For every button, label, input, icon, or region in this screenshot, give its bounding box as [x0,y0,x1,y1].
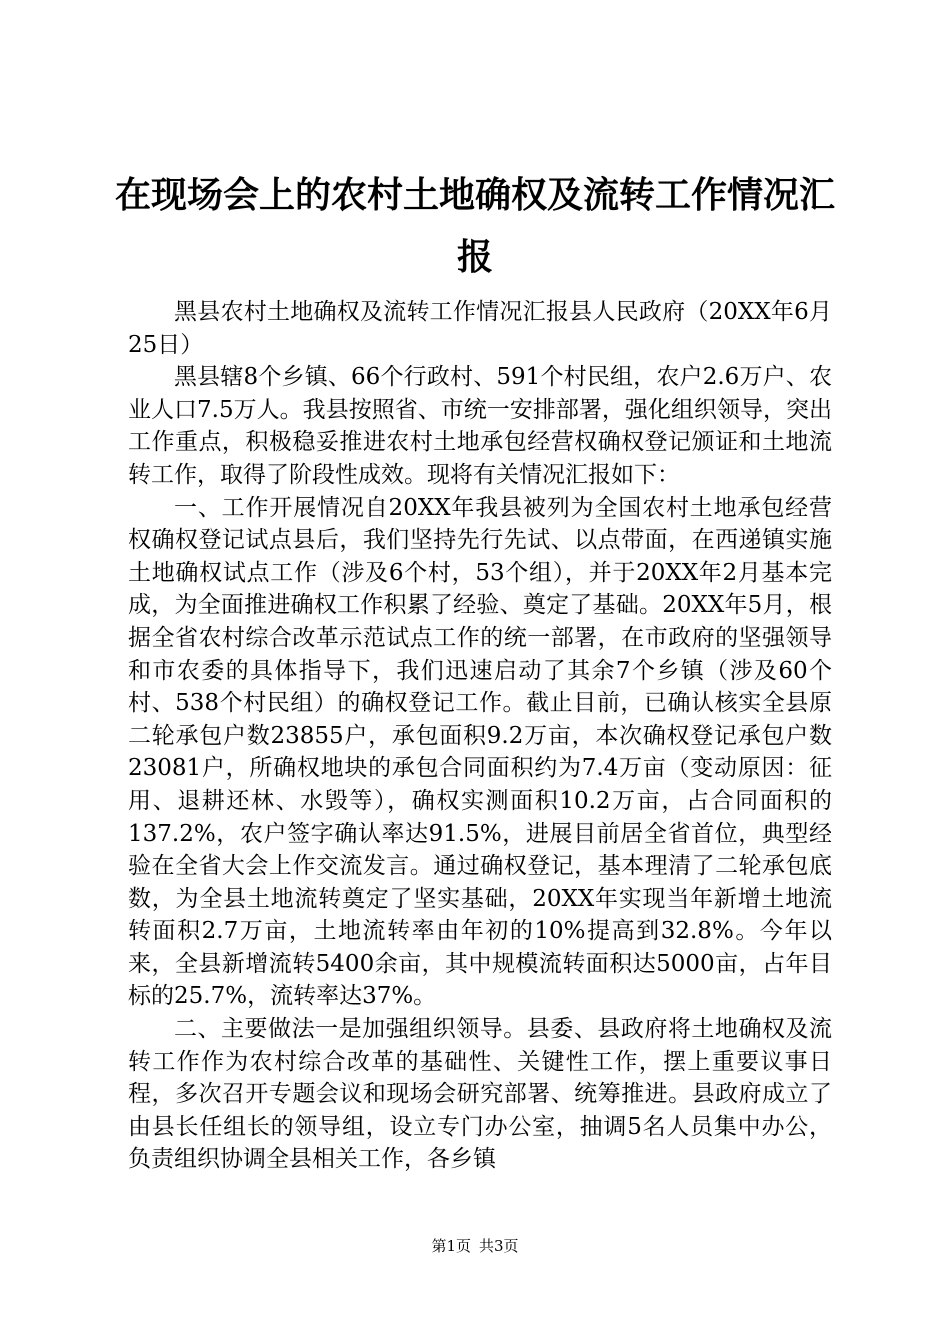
document-title: 在现场会上的农村土地确权及流转工作情况汇报 [114,174,835,278]
paragraph-work-progress: 一、工作开展情况自20XX年我县被列为全国农村土地承包经营权确权登记试点县后，我们坚持先行先试、以点带面，在西递镇实施土地确权试点工作（涉及6个村，53个组），并于20XX年2月基本完成，为全面推进确权工作积累了经验、奠定了基础。20XX年5月，根据全省农村综合改革示范试点工作的统一部署，在市政府的坚强领导和市农委的具体指导下，我们迅速启动了其余7个乡镇（涉及60个村、538个村民组）的确权登记工作。截止目前，已确认核实全县原二轮承包户数23855户，承包面积9.2万亩，本次确权登记承包户数23081户，所确权地块的承包合同面积约为7.4万亩（变动原因：征用、退耕还林、水毁等），确权实测面积10.2万亩，占合同面积的137.2%，农户签字确认率达91.5%，进展目前居全省首位，典型经验在全省大会上作交流发言。通过确权登记，基本理清了二轮承包底数，为全县土地流转奠定了坚实基础，20XX年实现当年新增土地流转面积2.7万亩，土地流转率由年初的10%提高到32.8%。今年以来，全县新增流转5400余亩，其中规模流转面积达5000亩，占年目标的25.7%，流转率达37%。 [128,494,832,1010]
page-footer [0,1236,950,1256]
document-body [128,296,832,1176]
page-number: 第1页 [431,1237,471,1255]
page-total: 共3页 [479,1237,519,1255]
paragraph-overview: 黑县辖8个乡镇、66个行政村、591个村民组，农户2.6万户、农业人口7.5万人。我县按照省、市统一安排部署，强化组织领导，突出工作重点，积极稳妥推进农村土地承包经营权确权登记颁证和土地流转工作，取得了阶段性成效。现将有关情况汇报如下： [128,364,832,488]
paragraph-intro: 黑县农村土地确权及流转工作情况汇报县人民政府（20XX年6月25日） [128,299,832,358]
paragraph-main-practices: 二、主要做法一是加强组织领导。县委、县政府将土地确权及流转工作作为农村综合改革的基础性、关键性工作，摆上重要议事日程，多次召开专题会议和现场会研究部署、统筹推进。县政府成立了由县长任组长的领导组，设立专门办公室，抽调5名人员集中办公，负责组织协调全县相关工作，各乡镇 [128,1016,832,1173]
